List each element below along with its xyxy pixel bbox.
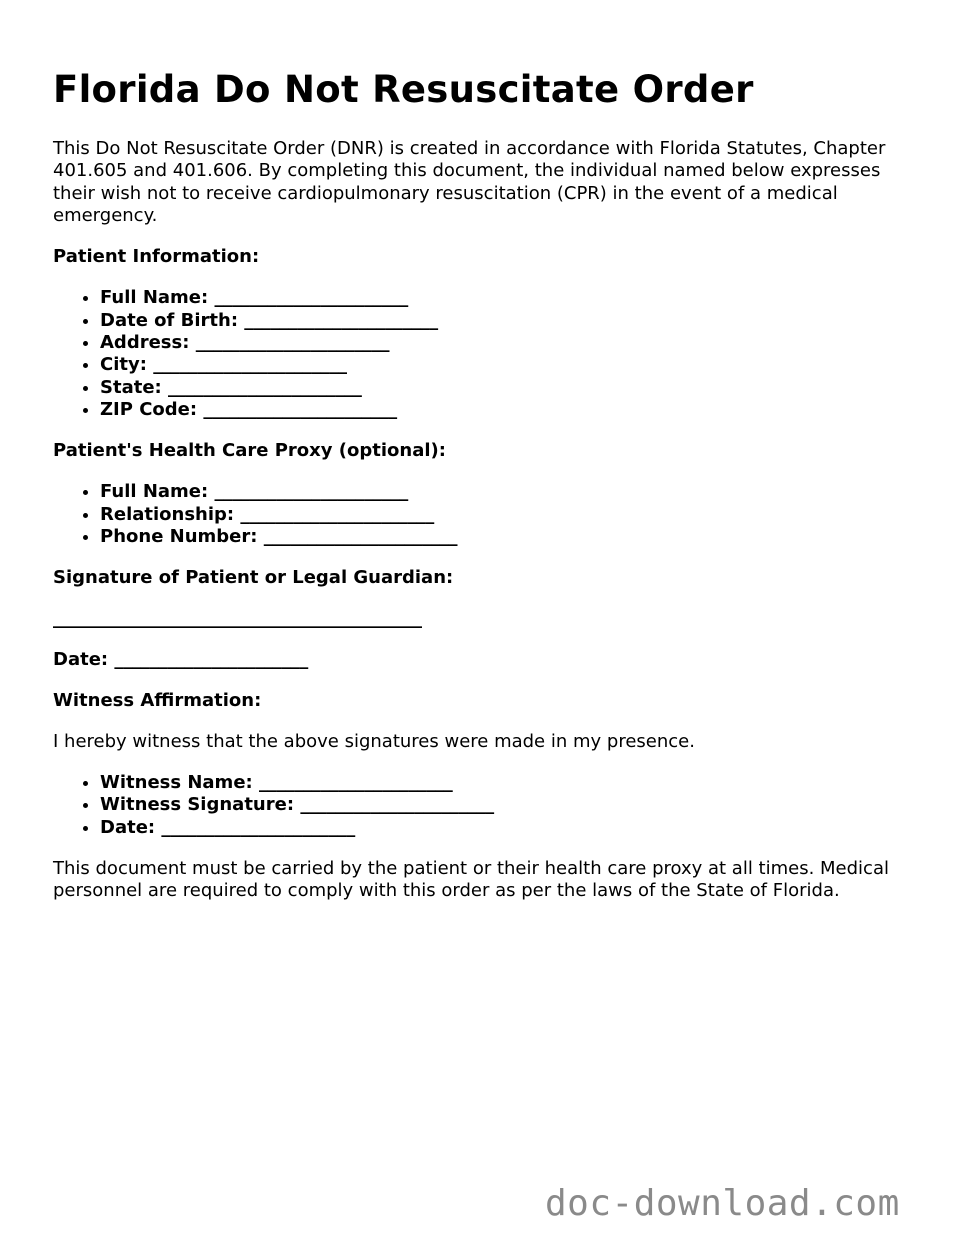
patient-address-field[interactable] xyxy=(100,332,903,354)
proxy-full-name-field[interactable] xyxy=(100,481,903,503)
blank-line: ______________________ xyxy=(244,309,438,331)
blank-line: ______________________ xyxy=(300,794,494,816)
proxy-heading: Patient's Health Care Proxy (optional): xyxy=(53,440,446,462)
patient-info-list xyxy=(53,287,903,421)
proxy-relationship-field[interactable] xyxy=(100,504,903,526)
patient-date-of-birth-field[interactable] xyxy=(100,310,903,332)
patient-zip-code-field[interactable] xyxy=(100,399,903,421)
field-label: Date of Birth: xyxy=(100,309,239,331)
witness-date-field[interactable] xyxy=(100,817,903,839)
signature-date-field[interactable] xyxy=(53,649,903,671)
blank-line: ______________________ xyxy=(263,526,458,548)
field-label: Full Name: xyxy=(100,287,209,309)
patient-city-field[interactable] xyxy=(100,354,903,376)
field-label: ZIP Code: xyxy=(100,399,198,421)
proxy-list xyxy=(53,481,903,548)
witness-name-field[interactable] xyxy=(100,772,903,794)
witness-statement: I hereby witness that the above signatures were made in my presence. xyxy=(53,731,695,753)
document-title: Florida Do Not Resuscitate Order xyxy=(53,68,754,111)
patient-full-name-field[interactable] xyxy=(100,287,903,309)
document-body xyxy=(53,138,903,921)
field-label: Witness Name: xyxy=(100,772,253,794)
witness-list xyxy=(53,772,903,839)
watermark: doc-download.com xyxy=(545,1183,900,1224)
blank-line: ______________________ xyxy=(259,772,453,794)
blank-line: ______________________ xyxy=(153,354,347,376)
field-label: Date: xyxy=(100,816,156,838)
signature-line[interactable]: _________________________________________ xyxy=(53,608,422,630)
blank-line: ______________________ xyxy=(195,332,390,354)
patient-info-heading: Patient Information: xyxy=(53,246,260,268)
witness-signature-field[interactable] xyxy=(100,794,903,816)
patient-state-field[interactable] xyxy=(100,377,903,399)
field-label: Phone Number: xyxy=(100,526,258,548)
field-label: City: xyxy=(100,354,147,376)
blank-line: ______________________ xyxy=(161,816,355,838)
field-label: State: xyxy=(100,376,162,398)
blank-line: ______________________ xyxy=(214,287,409,309)
field-label: Address: xyxy=(100,332,190,354)
proxy-phone-number-field[interactable] xyxy=(100,526,903,548)
blank-line: ______________________ xyxy=(214,481,409,503)
blank-line: ______________________ xyxy=(114,649,308,671)
witness-heading: Witness Affirmation: xyxy=(53,690,262,712)
blank-line: ______________________ xyxy=(168,376,362,398)
closing-paragraph: This document must be carried by the patient or their health care proxy at all times. Medical personnel are required to comply with this order as per the laws of the State of Florida. xyxy=(53,857,889,902)
field-label: Date: xyxy=(53,649,109,671)
blank-line: ______________________ xyxy=(240,503,435,525)
field-label: Relationship: xyxy=(100,503,235,525)
field-label: Full Name: xyxy=(100,481,209,503)
blank-line: ______________________ xyxy=(203,399,397,421)
field-label: Witness Signature: xyxy=(100,794,295,816)
intro-paragraph: This Do Not Resuscitate Order (DNR) is created in accordance with Florida Statutes, Chapter 401.605 and 401.606. By completing this document, the individual named below expresses their wish not to receive cardiopulmonary resuscitation (CPR) in the event of a medical emergency. xyxy=(53,138,886,227)
signature-heading: Signature of Patient or Legal Guardian: xyxy=(53,567,454,589)
